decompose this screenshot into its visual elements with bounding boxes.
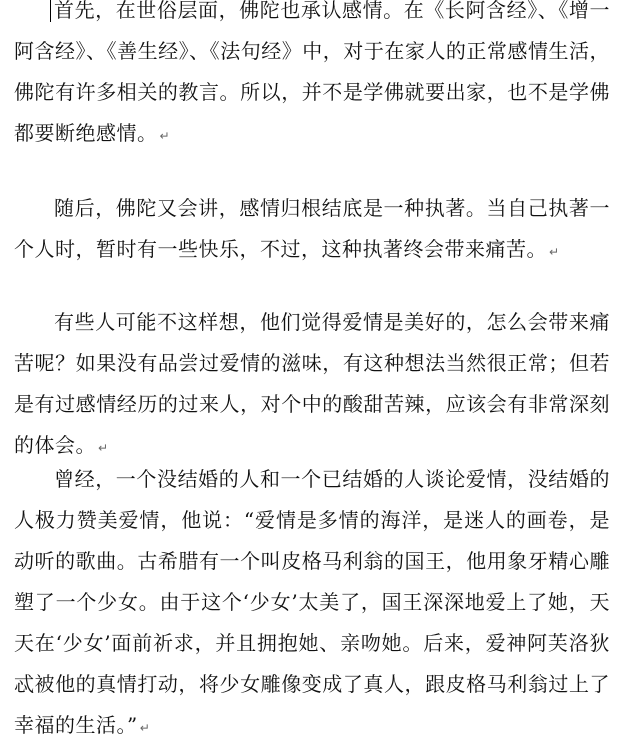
paragraph-2 [14, 188, 610, 273]
paragraph-3 [14, 302, 610, 469]
paragraph-1 [14, 0, 610, 157]
paragraph-2-text: 随后，佛陀又会讲，感情归根结底是一种执著。当自己执著一个人时，暂时有一些快乐，不过，这种执著终会带来痛苦。 [14, 196, 610, 261]
paragraph-mark-icon: ↵ [139, 721, 151, 735]
paragraph-4-text: 曾经，一个没结婚的人和一个已结婚的人谈论爱情，没结婚的人极力赞美爱情，他说：“爱情是多情的海洋，是迷人的画卷，是动听的歌曲。古希腊有一个叫皮格马利翁的国王，他用象牙精心雕塑了一个少女。由于这个‘少女’太美了，国王深深地爱上了她，天天在‘少女’面前祈求，并且拥抱她、亲吻她。后来，爱神阿芙洛狄忒被他的真情打动，将少女雕像变成了真人，跟皮格马利翁过上了幸福的生活。” [14, 467, 610, 737]
paragraph-1-text: 首先，在世俗层面，佛陀也承认感情。在《长阿含经》、《增一阿含经》、《善生经》、《法句经》中，对于在家人的正常感情生活，佛陀有许多相关的教言。所以，并不是学佛就要出家，也不是学佛都要断绝感情。 [14, 0, 610, 145]
paragraph-mark-icon: ↵ [159, 129, 171, 143]
paragraph-mark-icon: ↵ [98, 441, 109, 455]
paragraph-mark-icon: ↵ [549, 245, 560, 259]
paragraph-3-text: 有些人可能不这样想，他们觉得爱情是美好的，怎么会带来痛苦呢？如果没有品尝过爱情的滋味，有这种想法当然很正常；但若是有过感情经历的过来人，对个中的酸甜苦辣，应该会有非常深刻的体会。 [14, 310, 610, 457]
paragraph-4 [14, 459, 610, 749]
